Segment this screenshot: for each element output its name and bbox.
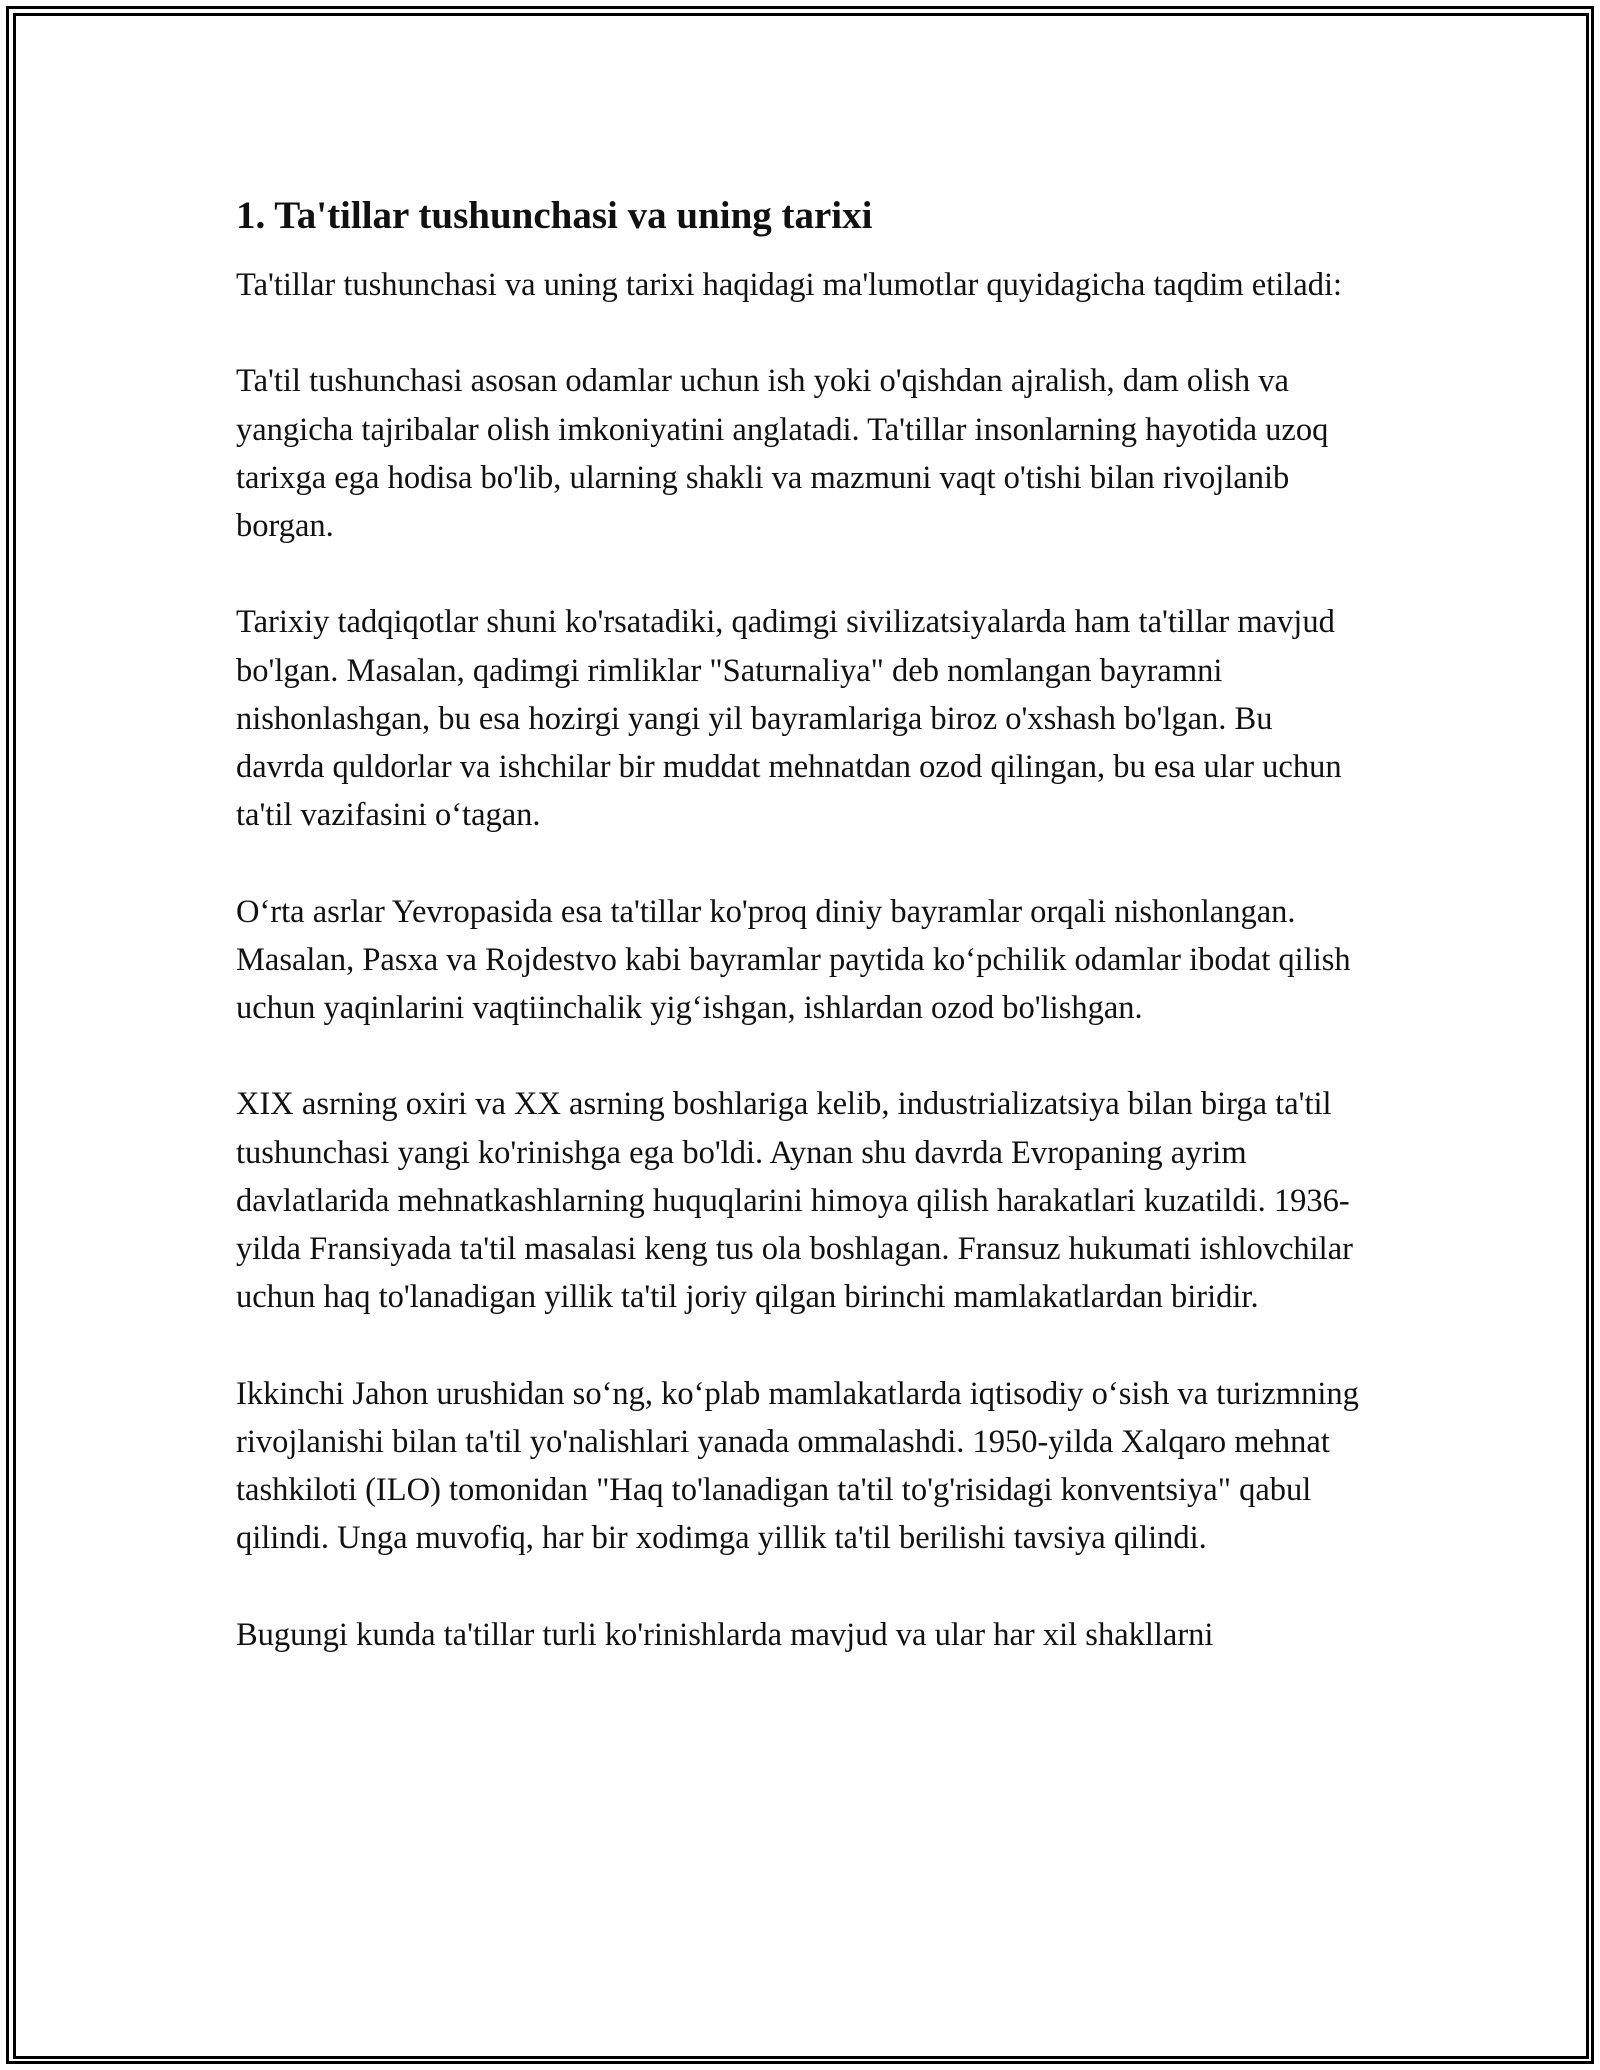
paragraph-definition: Ta'til tushunchasi asosan odamlar uchun ish yoki o'qishdan ajralish, dam olish va yangicha tajribalar olish imkoniyatini anglatadi. Ta'tillar insonlarning hayotida uzoq tarixga ega hodisa bo'lib, ularning shakli va mazmuni vaqt o'tishi bilan rivojlanib borgan. [236,363,1329,544]
section-heading: 1. Ta'tillar tushunchasi va uning tarixi [236,194,873,237]
paragraph-middle-ages: O‘rta asrlar Yevropasida esa ta'tillar ko'proq diniy bayramlar orqali nishonlangan. Masalan, Pasxa va Rojdestvo kabi bayramlar paytida ko‘pchilik odamlar ibodat qilish uchun yaqinlarini vaqtiinchalik yig‘ishgan, ishlardan ozod bo'lishgan. [236,893,1351,1026]
paragraph-today: Bugungi kunda ta'tillar turli ko'rinishlarda mavjud va ular har xil shakllarni [236,1616,1214,1653]
paragraph-industrialization: XIX asrning oxiri va XX asrning boshlariga kelib, industrializatsiya bilan birga ta'til tushunchasi yangi ko'rinishga ega bo'ldi. Aynan shu davrda Evropaning ayrim davlatlarida mehnatkashlarning huquqlarini himoya qilish harakatlari kuzatildi. 1936-yilda Fransiyada ta'til masalasi keng tus ola boshlagan. Fransuz hukumati ishlovchilar uchun haq to'lanadigan yillik ta'til joriy qilgan birinchi mamlakatlardan biridir. [236,1086,1353,1316]
document-body [236,190,1366,1707]
paragraph-intro: Ta'tillar tushunchasi va uning tarixi haqidagi ma'lumotlar quyidagicha taqdim etiladi: [236,267,1343,303]
paragraph-ancient-history: Tarixiy tadqiqotlar shuni ko'rsatadiki, qadimgi sivilizatsiyalarda ham ta'tillar mavjud bo'lgan. Masalan, qadimgi rimliklar "Saturnaliya" deb nomlangan bayramni nishonlashgan, bu esa hozirgi yangi yil bayramlariga biroz o'xshash bo'lgan. Bu davrda quldorlar va ishchilar bir muddat mehnatdan ozod qilingan, bu esa ular uchun ta'til vazifasini o‘tagan. [236,604,1342,834]
paragraph-post-war: Ikkinchi Jahon urushidan so‘ng, ko‘plab mamlakatlarda iqtisodiy o‘sish va turizmning rivojlanishi bilan ta'til yo'nalishlari yanada ommalashdi. 1950-yilda Xalqaro mehnat tashkiloti (ILO) tomonidan "Haq to'lanadigan ta'til to'g'risidagi konventsiya" qabul qilindi. Unga muvofiq, har bir xodimga yillik ta'til berilishi tavsiya qilindi. [236,1375,1359,1557]
